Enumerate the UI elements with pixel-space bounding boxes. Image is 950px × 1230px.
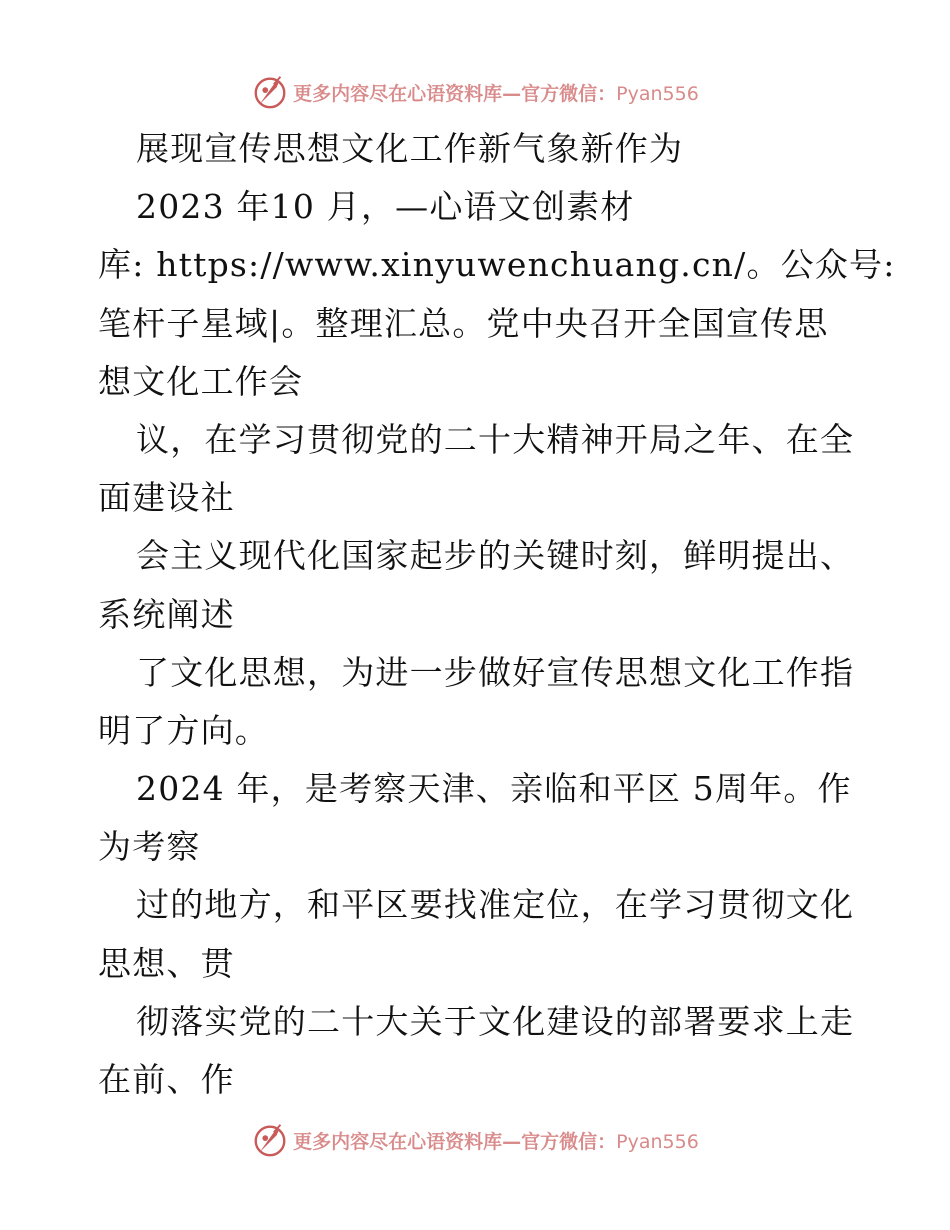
wechat-id: Pyan556 [616,1130,699,1153]
doc-line: 会主义现代化国家起步的关键时刻，鲜明提出、 [136,536,855,576]
doc-line: 库: https://www.xinyuwenchuang.cn/。公众号: [98,245,896,285]
quill-logo-icon [251,73,289,111]
doc-line: 思想、贯 [98,943,235,983]
doc-line: 系统阐述 [98,594,235,634]
doc-line: 明了方向。 [98,710,269,750]
document-body [98,120,896,1109]
doc-line: 在前、作 [98,1060,235,1099]
doc-line: 2023 年10 月，—心语文创素材 [136,187,635,227]
doc-line: 过的地方，和平区要找准定位，在学习贯彻文化 [136,885,855,925]
doc-line: 想文化工作会 [98,361,304,401]
doc-line: 2024 年，是考察天津、亲临和平区 5周年。作 [136,769,852,809]
watermark-text: 更多内容尽在心语资料库—官方微信：Pyan556 [293,82,699,105]
doc-line: 彻落实党的二十大关于文化建设的部署要求上走 [136,1001,855,1041]
doc-line: 议，在学习贯彻党的二十大精神开局之年、在全 [136,419,855,459]
doc-line: 面建设社 [98,478,235,518]
doc-line: 笔杆子星域|。整理汇总。党中央召开全国宣传思 [98,303,829,343]
wechat-id: Pyan556 [616,82,699,105]
quill-logo-icon [251,1121,289,1159]
header-watermark [0,70,950,114]
doc-title: 展现宣传思想文化工作新气象新作为 [136,129,684,168]
footer-watermark [0,1118,950,1162]
watermark-text: 更多内容尽在心语资料库—官方微信：Pyan556 [293,1130,699,1153]
doc-line: 了文化思想，为进一步做好宣传思想文化工作指 [136,652,855,692]
doc-line: 为考察 [98,827,201,867]
